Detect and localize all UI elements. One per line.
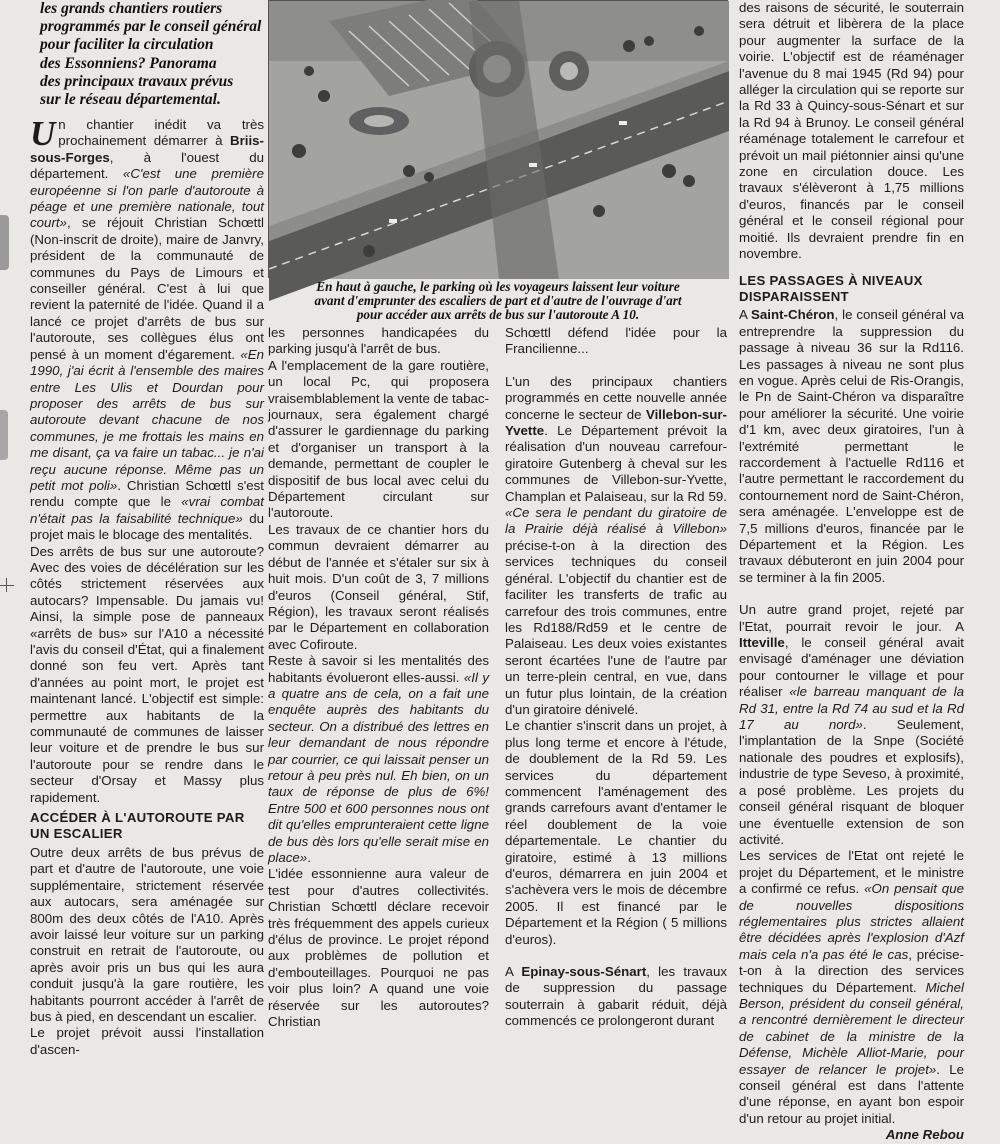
paragraph: A Epinay-sous-Sénart, les travaux de suppression du passage souterrain à gabarit réduit, déjà commencés ce prolongeront durant [505,964,727,1029]
paragraph: Schœttl défend l'idée pour la Francilienne... [505,325,727,357]
intro-line: des Essonniens? Panorama [40,54,217,72]
intro-line: pour faciliter la circulation [40,36,214,54]
quote: «C'est une première européenne si l'on parle d'autoroute à péage et une première nationale, tout court» [30,166,264,231]
intro-line: des principaux travaux prévus [40,72,234,90]
quote: «vrai combat n'était pas la faisabilité technique» [30,494,264,526]
crop-mark [6,578,7,592]
quote: «le barreau manquant de la Rd 31, entre la Rd 74 au sud et la Rd 17 au nord» [739,684,964,733]
author-signature: Anne Rebou [885,1127,964,1143]
quote: «Il y a quatre ans de cela, on a fait une enquête auprès des habitants du secteur. On a distribué des lettres en leur demandant de nous répondre par courrier, ce qui laissait penser un retour à peu près nul. Eh bien, on un taux de réponse de plus de 6%! Entre 500 et 600 personnes nous ont dit qu'elles emprunteraient cette ligne de bus dès lors qu'elle serait mise en place» [268,669,489,865]
place-name: Saint-Chéron [751,307,835,323]
aerial-rendering-image [268,0,728,278]
quote: «Ce sera le pendant du giratoire de la Prairie déjà réalisé à Villebon» [505,505,727,537]
place-name: Villebon-sur-Yvette [505,406,727,439]
paragraph: A l'emplacement de la gare routière, un local Pc, qui proposera vraisemblablement la vente de tabac-journaux, sera également chargé d'assurer le gardiennage du parking et d'organiser un transport à la demande, permettant de coupler le dispositif de bus local avec celui du Département circulant sur l'autoroute. [268,357,489,521]
caption-line: avant d'emprunter des escaliers de part et d'autre de l'ouvrage d'art [314,293,682,308]
paragraph: Un chantier inédit va très prochainement démarrer à Briis-sous-Forges, à l'ouest du département. «C'est une première européenne si l'on parle d'autoroute à péage et une première nationale, tout court», se réjouit Christian Schœttl (Non-inscrit de droite), maire de Janvry, président de la communauté de communes du Pays de Limours et conseiller général. C'est à lui que revient la paternité de l'idée. Quand il a lancé ce projet d'arrêts de bus sur l'autoroute, ses collègues élus ont pensé à un moment d'égarement. «En 1990, j'ai écrit à l'ensemble des maires entre Les Ulis et Dourdan pour proposer des arrêts de bus sur autoroute devant chacune de nos communes, je me frottais les mains en me disant, ça va faire un tabac... je n'ai reçu aucune réponse. Même pas un petit mot poli». Christian Schœttl s'est rendu compte que le «vrai combat n'était pas la faisabilité technique» du projet mais le blocage des mentalités. [30,114,264,543]
paragraph: L'un des principaux chantiers programmés en cette nouvelle année concerne le secteur de Villebon-sur-Yvette. Le Département prévoit la réalisation d'un nouveau carrefour-giratoire Gutenberg à cheval sur les communes de Villebon-sur-Yvette, Champlan et Palaiseau, sur la Rd 59. «Ce sera le pendant du giratoire de la Prairie déjà réalisé à Villebon» précise-t-on à la direction des services techniques du conseil général. L'objectif du chantier est de faciliter les transferts de trafic au carrefour des trois communes, entre les Rd188/Rd59 et le centre de Palaiseau. Les deux voies existantes seront écartées l'une de l'autre par un terre-plein central, en vue, dans un futur plus lointain, de la création d'un giratoire dénivelé. [505,373,727,717]
column-3 [505,325,727,1029]
intro-line: sur le réseau départemental. [40,91,221,109]
intro-line: programmés par le conseil général [40,18,262,36]
section-heading: LES PASSAGES À NIVEAUX DISPARAISSENT [739,272,923,304]
section-heading: ACCÉDER À L'AUTOROUTE PAR UN ESCALIER [30,810,245,842]
article-intro [40,0,270,108]
paragraph: Un autre grand projet, rejeté par l'Etat, pourrait revoir le jour. A Itteville, le conseil général avait envisagé d'aménager une déviation pour contourner le village et pour réaliser «le barreau manquant de la Rd 31, entre la Rd 74 au sud et la Rd 17 au nord». Seulement, l'implantation de la Snpe (Société nationale des poudres et explosifs), industrie de type Seveso, à proximité, a posé problème. Les projets du conseil général risquant de bloquer une éventuelle extension de son activité. [739,602,964,847]
paragraph: Outre deux arrêts de bus prévus de part et d'autre de l'autoroute, une voie supplémentaire, strictement réservée aux autocars, sera aménagée sur 800m des deux côtés de l'A10. Après avoir laissé leur voiture sur un parking construit en retrait de l'autoroute, ou après avoir pris un bus qui les aura conduit jusqu'à la gare routière, les habitants pourront accéder à l'arrêt de bus à pied, en descendant un escalier. [30,844,264,1024]
place-name: Itteville [739,635,785,651]
place-name: Epinay-sous-Sénart [521,964,647,980]
quote: «On pensait que de nouvelles dispositions réglementaires plus strictes allaient être décidées après l'explosion d'Azf mais cela n'a pas été le cas [739,881,964,962]
paragraph: A Saint-Chéron, le conseil général va entreprendre la suppression du passage à niveau 36 sur la Rd116. Les passages à niveau ne sont plus en vogue. Après celui de Ris-Orangis, le Pn de Saint-Chéron va disparaître pour améliorer la sécurité. Une voirie d'1 km, avec deux giratoires, l'un à l'extrémité permettant le raccordement à l'actuelle Rd116 et l'autre permettant le raccordement du contournement nord de Saint-Chéron, sera aménagée. L'enveloppe est de 7,5 millions d'euros, financée par le Département et la Région. Les travaux débuteront en juin 2004 pour se terminer à la fin 2005. [739,307,964,585]
paragraph: Les services de l'Etat ont rejeté le projet du Département, et le ministre a confirmé ce refus. «On pensait que de nouvelles dispositions réglementaires plus strictes allaient être décidées après l'explosion d'Azf mais cela n'a pas été le cas, précise-t-on à la direction des services techniques du Département. Michel Berson, président du conseil général, a rencontré dernièrement le directeur de cabinet de la ministre de la Défense, Michèle Alliot-Marie, pour essayer de relancer le projet». Le conseil général est dans l'attente d'une réponse, en ayant bon espoir d'un retour au projet initial. [739,848,965,1126]
intro-line: les grands chantiers routiers [40,0,223,17]
drop-cap: U [30,114,56,153]
place-name: Briis-sous-Forges [30,133,264,165]
paragraph: Le chantier s'inscrit dans un projet, à plus long terme et encore à l'étude, de doublement de la Rd 59. Les services du département commencent l'aménagement des grands carrefours avant d'entamer le réel doublement de la voie départementale. Le chantier du giratoire, estimé à 13 millions d'euros, démarrera en juin 2004 et s'achèvera vers le mois de décembre 2005. Il est financé par le Département et la Région ( 5 millions d'euros). [505,718,727,947]
photo-caption [268,280,728,322]
quote: «En 1990, j'ai écrit à l'ensemble des maires entre Les Ulis et Dourdan pour proposer des arrêts de bus sur autoroute devant chacune de nos communes, je me frottais les mains en me disant, ça va faire un tabac... je n'ai reçu aucune réponse. Même pas un petit mot poli» [30,346,264,493]
paragraph: Les travaux de ce chantier hors du commun devraient démarrer au début de l'année et s'étaler sur six à huit mois. D'un coût de 3, 7 millions d'euros (Conseil général, Stif, Région), les travaux seront réalisés par le Département en collaboration avec Cofiroute. [268,521,489,652]
column-2 [268,325,489,1030]
paragraph: L'idée essonnienne aura valeur de test pour d'autres collectivités. Christian Schœttl déclare recevoir très fréquemment des appels curieux d'élus de province. Le projet répond aux problèmes de pollution et d'embouteillages. Pourquoi ne pas voir plus loin? A quand une voie réservée sur les autoroutes? Christian [268,866,489,1030]
column-1 [30,114,264,1057]
binder-shadow [0,410,8,460]
paragraph: les personnes handicapées du parking jusqu'à l'arrêt de bus. [268,325,489,357]
interchange-illustration [269,1,729,279]
paragraph: Des arrêts de bus sur une autoroute? Avec des voies de décélération sur les côtés strictement réservées aux autocars? Impensable. Du jamais vu! Ainsi, la simple pose de panneaux «arrêts de bus» sur l'A10 a nécessité l'avis du conseil d'État, qui a finalement donné son feu vert. Après tant d'années au point mort, le projet est maintenant lancé. L'objectif est simple: permettre aux habitants de la communauté de communes de laisser leur voiture et de prendre le bus sur l'autoroute pour se rendre dans le secteur d'Orsay et Massy plus rapidement. [30,543,264,805]
column-4 [739,0,965,1143]
caption-line: pour accéder aux arrêts de bus sur l'autoroute A 10. [356,307,640,322]
quote: Michel Berson, président du conseil général, a rencontré dernièrement le directeur de cabinet de la ministre de la Défense, Michèle Alliot-Marie, pour essayer de relancer le projet» [739,979,964,1077]
binder-shadow [0,215,9,270]
paragraph: des raisons de sécurité, le souterrain sera détruit et libèrera de la place pour augmenter la surface de la voirie. L'objectif est de réaménager l'avenue du 8 mai 1945 (Rd 94) pour alléger la circulation qui se reporte sur la Rd 33 à Quincy-sous-Sénart et sur la Rd 94 à Brunoy. Le conseil général réaménage totalement le carrefour et prévoit un mail piétonnier ainsi qu'une zone en circulation douce. Les travaux s'élèveront à 1,75 millions d'euros, financés par le conseil général et le conseil régional pour moitié. Ils devraient prendre fin en novembre. [739,0,964,262]
paragraph: Le projet prévoit aussi l'installation d'ascen- [30,1025,264,1057]
caption-line: En haut à gauche, le parking où les voyageurs laissent leur voiture [316,279,680,294]
paragraph: Reste à savoir si les mentalités des habitants évolueront elles-aussi. «Il y a quatre ans de cela, on a fait une enquête auprès des habitants du secteur. On a distribué des lettres en leur demandant de nous répondre par courrier, ce qui laissait penser un retour à peu près nul. Eh bien, on un taux de réponse de plus de 6%! Entre 500 et 600 personnes nous ont dit qu'elles emprunteraient cette ligne de bus dès lors qu'elle serait mise en place». [268,653,489,865]
crop-mark [0,585,14,586]
